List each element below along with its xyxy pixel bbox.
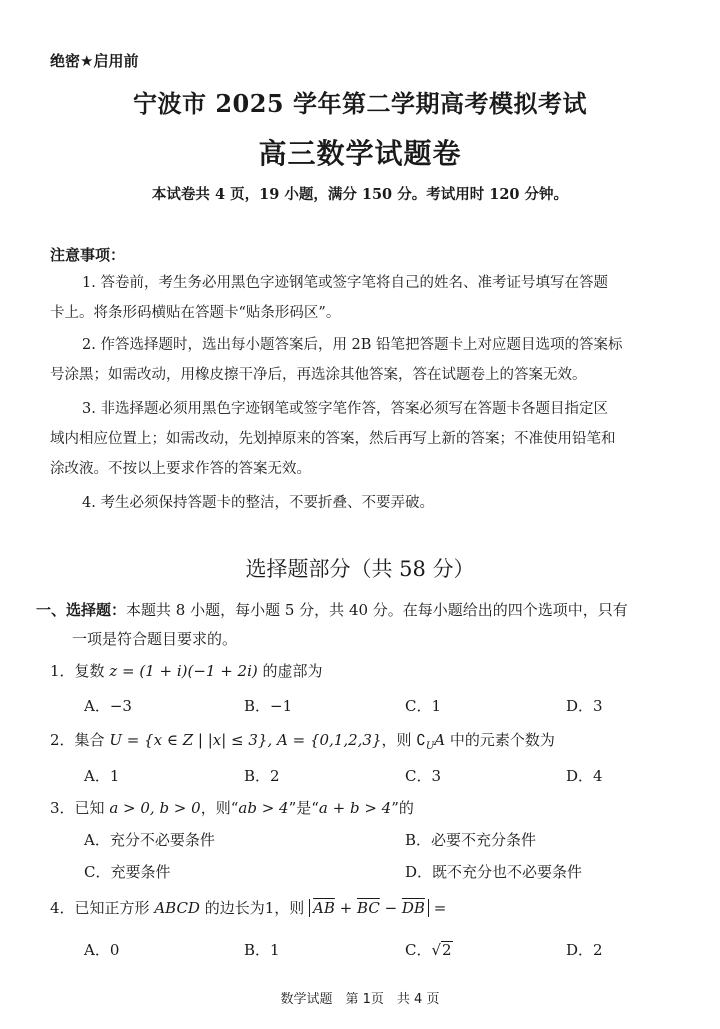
q2-option-c[interactable]: C．3: [405, 767, 442, 785]
q2-complement: ，则 ∁: [381, 731, 426, 749]
q2-prefix: 2．集合: [50, 731, 110, 749]
q2-sub-u: U: [425, 741, 435, 752]
part-description-line-2: 一项是符合题目要求的。: [72, 630, 238, 648]
q4-vector-ab: $\overline{AB}$: [313, 899, 335, 917]
q4-vector-db: $\overline{DB}$: [401, 899, 425, 917]
question-4: [50, 897, 446, 918]
q2-sets: U = {x ∈ Z | |x| ≤ 3}, A = {0,1,2,3}: [109, 731, 382, 749]
notice-item-3-line-3: 涂改液。不按以上要求作答的答案无效。: [50, 461, 311, 477]
q1-prefix: 1．复数: [50, 662, 110, 680]
part-description-line-1: [36, 599, 628, 620]
notice-item-1-line-1: 1. 答卷前，考生务必用黑色字迹钢笔或签字笔将自己的姓名、准考证号填写在答题: [82, 275, 608, 291]
q1-suffix: 的虚部为: [257, 662, 323, 680]
part-label: 一、选择题：: [36, 601, 127, 619]
notice-item-2-line-1: 2. 作答选择题时，选出每小题答案后，用 2B 铅笔把答题卡上对应题目选项的答案标: [82, 337, 623, 353]
q3-mid-2: ”是“: [288, 799, 319, 817]
q1-option-b[interactable]: B．−1: [244, 697, 293, 715]
q4-option-c-label: C．: [405, 941, 432, 959]
question-1: [50, 660, 323, 681]
notice-item-3-line-2: 域内相应位置上；如需改动，先划掉原来的答案，然后再写上新的答案；不准使用铅笔和: [50, 431, 616, 447]
q4-option-b[interactable]: B．1: [244, 941, 280, 959]
question-3: [50, 797, 414, 818]
notice-item-2-line-2: 号涂黑；如需改动，用橡皮擦干净后，再选涂其他答案，答在试题卷上的答案无效。: [50, 367, 587, 383]
q2-option-a[interactable]: A．1: [84, 767, 120, 785]
q1-option-c[interactable]: C．1: [405, 697, 442, 715]
q4-minus: −: [379, 899, 402, 917]
q3-mid-1: ，则“: [200, 799, 239, 817]
q2-suffix: 中的元素个数为: [445, 731, 555, 749]
q3-option-b[interactable]: B．必要不充分条件: [405, 831, 537, 849]
q3-option-d[interactable]: D．既不充分也不必要条件: [405, 863, 583, 881]
page-footer: 数学试题 第 1页 共 4 页: [280, 992, 440, 1007]
q3-option-c[interactable]: C．充要条件: [84, 863, 171, 881]
notice-heading: 注意事项：: [50, 246, 126, 264]
q4-option-c[interactable]: [405, 939, 453, 960]
exam-title: 宁波市 2025 学年第二学期高考模拟考试: [132, 89, 587, 118]
q4-vector-bc: $\overline{BC}$: [357, 899, 380, 917]
q2-option-b[interactable]: B．2: [244, 767, 280, 785]
question-2: [50, 729, 555, 752]
notice-item-1-line-2: 卡上。将条形码横贴在答题卡“贴条形码区”。: [50, 305, 341, 321]
q4-plus: +: [334, 899, 358, 917]
section-title: 选择题部分（共 58 分）: [245, 557, 475, 581]
q3-condition: a > 0, b > 0: [109, 799, 201, 817]
confidential-mark: 绝密★启用前: [50, 52, 139, 70]
q2-set-a: A: [434, 731, 446, 749]
q2-option-d[interactable]: D．4: [566, 767, 603, 785]
part-desc-1: 本题共 8 小题，每小题 5 分，共 40 分。在每小题给出的四个选项中，只有: [126, 601, 628, 619]
q4-option-a[interactable]: A．0: [84, 941, 120, 959]
q4-vector-magnitude: [309, 899, 429, 917]
q4-mid: 的边长为1，则: [199, 899, 310, 917]
q3-option-a[interactable]: A．充分不必要条件: [84, 831, 215, 849]
q1-option-d[interactable]: D．3: [566, 697, 603, 715]
q3-prefix: 3．已知: [50, 799, 110, 817]
q4-option-d[interactable]: D．2: [566, 941, 603, 959]
notice-item-3-line-1: 3. 非选择题必须用黑色字迹钢笔或签字笔作答，答案必须写在答题卡各题目指定区: [82, 401, 608, 417]
q3-statement-q: a + b > 4: [318, 799, 392, 817]
q4-prefix: 4．已知正方形: [50, 899, 155, 917]
q3-suffix: ”的: [391, 799, 414, 817]
q4-suffix: =: [428, 899, 447, 917]
paper-title: 高三数学试题卷: [258, 137, 462, 170]
q1-option-a[interactable]: A．−3: [84, 697, 132, 715]
paper-info: 本试卷共 4 页，19 小题，满分 150 分。考试用时 120 分钟。: [151, 186, 569, 203]
notice-item-4-line-1: 4. 考生必须保持答题卡的整洁，不要折叠、不要弄破。: [82, 495, 434, 511]
q3-statement-p: ab > 4: [238, 799, 289, 817]
q4-option-c-radicand: 2: [442, 941, 452, 959]
sqrt-icon: √: [431, 941, 442, 959]
q1-expression: z = (1 + i)(−1 + 2i): [109, 662, 258, 680]
q4-shape: ABCD: [154, 899, 200, 917]
